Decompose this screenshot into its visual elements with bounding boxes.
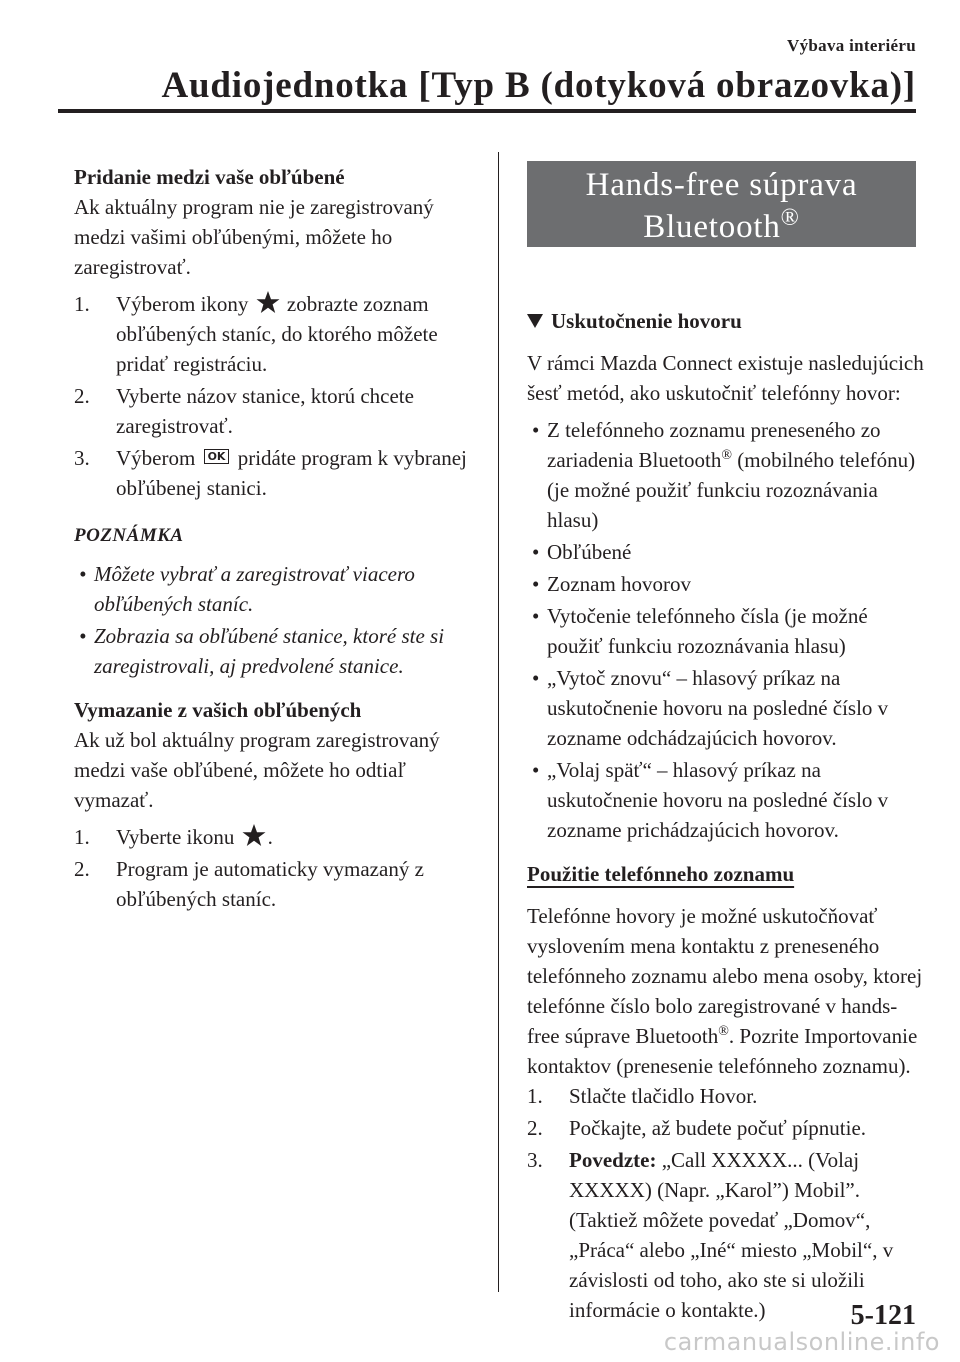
registered-mark: ® bbox=[718, 1024, 729, 1039]
step-number: 3. bbox=[527, 1148, 543, 1172]
section-label: Výbava interiéru bbox=[787, 36, 916, 55]
page-title: Audiojednotka [Typ B (dotyková obrazovka)] bbox=[161, 65, 916, 106]
step-keyword: Povedzte: bbox=[569, 1148, 657, 1172]
step-text: Výberom bbox=[116, 446, 196, 470]
bullet-icon: • bbox=[532, 540, 540, 564]
call-method-item bbox=[527, 569, 927, 599]
step-text: Vyberte názov stanice, ktorú chcete zaregistrovať. bbox=[116, 384, 414, 438]
header-rule bbox=[58, 109, 916, 113]
add-step-2 bbox=[74, 381, 474, 441]
left-column bbox=[74, 162, 474, 916]
remove-favorites-heading: Vymazanie z vašich obľúbených bbox=[74, 698, 362, 722]
section-banner bbox=[527, 161, 916, 247]
triangle-marker-icon bbox=[527, 314, 543, 328]
step-text: Stlačte tlačidlo Hovor. bbox=[569, 1084, 758, 1108]
call-method-item bbox=[527, 663, 927, 753]
page-number: 5-121 bbox=[850, 1300, 916, 1331]
step-text: pridáte program k vybranej obľúbenej stanici. bbox=[116, 446, 467, 500]
remove-step-2 bbox=[74, 854, 474, 914]
step-text: „Call XXXXX... (Volaj XXXXX) (Napr. „Karol”) Mobil”. (Taktiež môžete povedať „Domov“, „Práca“ alebo „Iné“ miesto „Mobil“, v závislosti od toho, ako ste si uložili informácie o kontakte.) bbox=[569, 1148, 894, 1322]
phonebook-intro bbox=[527, 901, 927, 1081]
call-method-text: Obľúbené bbox=[547, 540, 632, 564]
step-text: zobrazte zoznam obľúbených staníc, do ktorého môžete pridať registráciu. bbox=[116, 292, 438, 376]
step-number: 1. bbox=[527, 1084, 543, 1108]
call-method-text: Vytočenie telefónneho čísla (je možné použiť funkciu rozoznávania hlasu) bbox=[547, 604, 868, 658]
call-method-item bbox=[527, 755, 927, 845]
bullet-icon: • bbox=[532, 758, 540, 782]
bullet-icon: • bbox=[79, 624, 87, 648]
phonebook-intro-text: Telefónne hovory je možné uskutočňovať vyslovením mena kontaktu z preneseného telefónneho zoznamu alebo mena osoby, ktorej telefónne číslo bolo zaregistrované v hands-free súprave Bluetooth bbox=[527, 904, 923, 1048]
bullet-icon: • bbox=[532, 666, 540, 690]
phonebook-step-1 bbox=[527, 1081, 927, 1111]
bullet-icon: • bbox=[79, 562, 87, 586]
step-number: 2. bbox=[527, 1116, 543, 1140]
step-text: Výberom ikony bbox=[116, 292, 249, 316]
call-heading bbox=[527, 306, 927, 336]
note-text: Môžete vybrať a zaregistrovať viacero obľúbených staníc. bbox=[94, 562, 415, 616]
step-number: 2. bbox=[74, 384, 90, 408]
column-divider bbox=[498, 152, 499, 1292]
right-column bbox=[527, 306, 927, 1327]
add-step-3 bbox=[74, 443, 474, 503]
step-number: 2. bbox=[74, 857, 90, 881]
note-item bbox=[74, 621, 474, 681]
bullet-icon: • bbox=[532, 604, 540, 628]
call-method-item bbox=[527, 415, 927, 535]
call-heading-text: Uskutočnenie hovoru bbox=[551, 309, 742, 333]
phonebook-heading: Použitie telefónneho zoznamu bbox=[527, 862, 795, 886]
step-text: Program je automaticky vymazaný z obľúbených staníc. bbox=[116, 857, 424, 911]
call-method-item bbox=[527, 601, 927, 661]
add-step-1 bbox=[74, 289, 474, 379]
ok-icon: OK bbox=[204, 449, 230, 464]
banner-line-2 bbox=[643, 205, 800, 245]
step-text: . bbox=[267, 825, 273, 849]
watermark: carmanualsonline.info bbox=[663, 1328, 940, 1356]
bullet-icon: • bbox=[532, 572, 540, 596]
phonebook-step-2 bbox=[527, 1113, 927, 1143]
step-number: 1. bbox=[74, 825, 90, 849]
star-icon bbox=[242, 823, 266, 847]
call-method-text: „Vytoč znovu“ – hlasový príkaz na uskutočnenie hovoru na posledné číslo v zozname odchádzajúcich hovorov. bbox=[547, 666, 889, 750]
remove-step-1 bbox=[74, 822, 474, 852]
call-method-text: „Volaj späť“ – hlasový príkaz na uskutočnenie hovoru na posledné číslo v zozname prichádzajúcich hovorov. bbox=[547, 758, 889, 842]
remove-favorites-intro: Ak už bol aktuálny program zaregistrovaný medzi vaše obľúbené, môžete ho odtiaľ vymazať. bbox=[74, 728, 440, 812]
note-item bbox=[74, 559, 474, 619]
banner-line-1: Hands-free súprava bbox=[585, 167, 858, 203]
star-icon bbox=[256, 290, 280, 314]
step-number: 1. bbox=[74, 292, 90, 316]
banner-bluetooth: Bluetooth bbox=[643, 209, 781, 245]
note-heading: POZNÁMKA bbox=[74, 525, 184, 546]
add-favorites-heading: Pridanie medzi vaše obľúbené bbox=[74, 165, 345, 189]
call-intro: V rámci Mazda Connect existuje nasledujúcich šesť metód, ako uskutočniť telefónny hovor: bbox=[527, 351, 924, 405]
step-text: Počkajte, až budete počuť pípnutie. bbox=[569, 1116, 867, 1140]
registered-mark: ® bbox=[780, 205, 800, 231]
add-favorites-intro: Ak aktuálny program nie je zaregistrovaný medzi vašimi obľúbenými, môžete ho zaregistrovať. bbox=[74, 195, 434, 279]
call-method-text: Zoznam hovorov bbox=[547, 572, 692, 596]
call-method-item bbox=[527, 537, 927, 567]
phonebook-intro-text: . Pozrite Importovanie kontaktov (prenesenie telefónneho zoznamu). bbox=[527, 1024, 918, 1078]
bullet-icon: • bbox=[532, 418, 540, 442]
step-number: 3. bbox=[74, 446, 90, 470]
phonebook-step-3 bbox=[527, 1145, 927, 1325]
call-method-text: (mobilného telefónu) (je možné použiť funkciu rozoznávania hlasu) bbox=[547, 448, 916, 532]
note-text: Zobrazia sa obľúbené stanice, ktoré ste si zaregistrovali, aj predvolené stanice. bbox=[94, 624, 445, 678]
registered-mark: ® bbox=[721, 448, 732, 463]
step-text: Vyberte ikonu bbox=[116, 825, 235, 849]
call-method-text: Z telefónneho zoznamu preneseného zo zariadenia Bluetooth bbox=[547, 418, 881, 472]
